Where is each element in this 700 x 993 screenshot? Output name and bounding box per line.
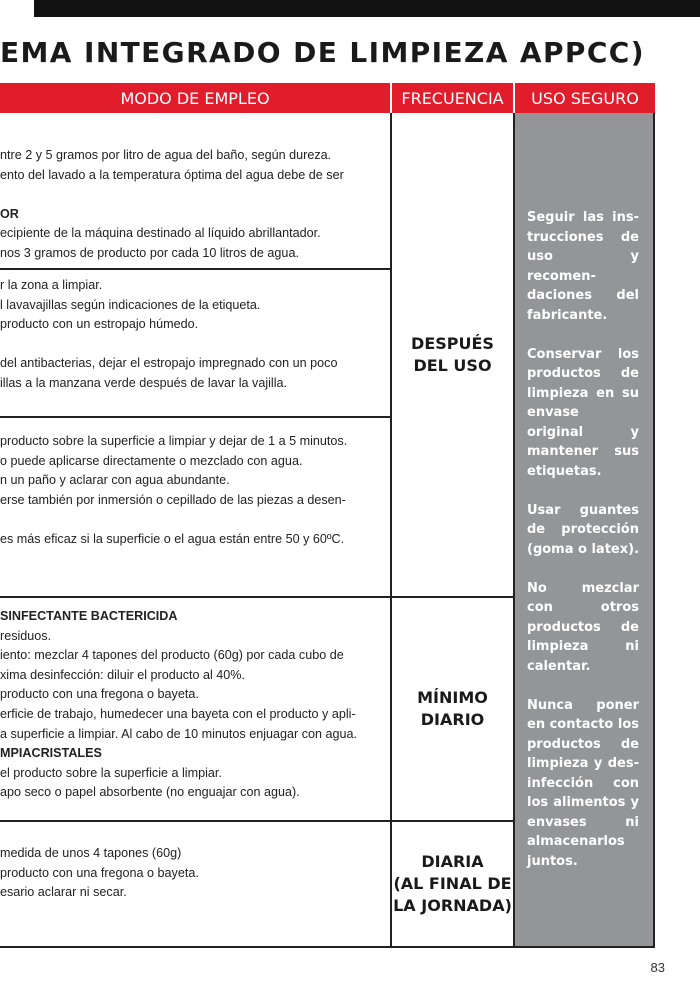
instruction-line — [0, 335, 390, 355]
instruction-line: erse también por inmersión o cepillado de las piezas a desen- — [0, 492, 346, 507]
instruction-line: illas a la manzana verde después de lavar la vajilla. — [0, 375, 288, 390]
instruction-line: producto con una fregona o bayeta. — [0, 687, 199, 702]
instruction-line — [0, 185, 390, 205]
frecuencia-cell — [392, 113, 515, 598]
header-separator — [390, 86, 391, 110]
instruction-line: esario aclarar ni secar. — [0, 885, 127, 900]
instruction-line: del antibacterias, dejar el estropajo impregnado con un poco — [0, 356, 338, 371]
instruction-line — [0, 510, 390, 530]
instruction-line: o puede aplicarse directamente o mezclado con agua. — [0, 453, 303, 468]
frecuencia-line: MÍNIMO — [417, 688, 488, 707]
uso-seguro-paragraph: No mezclar con otros productos de limpieza ni calentar. — [527, 580, 639, 674]
page-number: 83 — [650, 960, 665, 975]
cleaning-plan-table — [0, 83, 655, 948]
instruction-line: ecipiente de la máquina destinado al líquido abrillantador. — [0, 226, 321, 241]
header-separator — [513, 86, 514, 110]
instruction-line: l lavavajillas según indicaciones de la etiqueta. — [0, 297, 261, 312]
frecuencia-line: (AL FINAL DE — [393, 874, 512, 893]
instruction-line: producto sobre la superficie a limpiar y dejar de 1 a 5 minutos. — [0, 434, 348, 448]
header-frecuencia: FRECUENCIA — [392, 83, 513, 113]
instruction-line: apo seco o papel absorbente (no enguajar con agua). — [0, 785, 300, 800]
frecuencia-line: DESPUÉS — [411, 333, 494, 353]
modo-cell — [0, 598, 392, 822]
instruction-line: n un paño y aclarar con agua abundante. — [0, 473, 230, 488]
instruction-line: medida de unos 4 tapones (60g) — [0, 846, 182, 860]
instruction-line: r la zona a limpiar. — [0, 278, 103, 292]
page-title: EMA INTEGRADO DE LIMPIEZA APPCC) — [0, 36, 645, 69]
instruction-line: iento: mezclar 4 tapones del producto (60g) por cada cubo de — [0, 648, 344, 663]
modo-cell — [0, 822, 392, 948]
section-heading: MPIACRISTALES — [0, 746, 102, 761]
top-bar — [34, 0, 700, 17]
instruction-line: es más eficaz si la superficie o el agua están entre 50 y 60ºC. — [0, 531, 345, 546]
frecuencia-line: DEL USO — [413, 355, 492, 375]
frecuencia-cell — [392, 598, 515, 822]
uso-seguro-paragraph: Usar guantes de protección (goma o latex). — [527, 502, 640, 557]
uso-seguro-cell — [515, 113, 655, 948]
modo-cell — [0, 270, 392, 418]
uso-seguro-paragraph: Seguir las instrucciones de uso y recomendaciones del fabricante. — [527, 210, 639, 323]
modo-cell — [0, 113, 392, 270]
modo-cell — [0, 418, 392, 598]
frecuencia-line: DIARIA — [421, 852, 484, 871]
instruction-line: producto con un estropajo húmedo. — [0, 317, 199, 332]
instruction-line: erficie de trabajo, humedecer una bayeta con el producto y apli- — [0, 706, 356, 721]
instruction-line: residuos. — [0, 628, 52, 643]
instruction-line: el producto sobre la superficie a limpiar. — [0, 765, 222, 780]
uso-seguro-list — [527, 208, 639, 871]
uso-seguro-paragraph: Nunca poner en contacto los productos de limpieza y desinfección con los alimentos y envases ni almacenarlos juntos. — [527, 697, 639, 869]
section-heading: OR — [0, 206, 19, 221]
instruction-line: xima desinfección: diluir el producto al 40%. — [0, 667, 246, 682]
instruction-line: nos 3 gramos de producto por cada 10 litros de agua. — [0, 245, 299, 260]
section-heading: SINFECTANTE BACTERICIDA — [0, 609, 178, 623]
instruction-line: producto con una fregona o bayeta. — [0, 865, 199, 880]
instruction-line: ento del lavado a la temperatura óptima del agua debe de ser — [0, 167, 344, 182]
uso-seguro-paragraph: Conservar los productos de limpieza en su envase original y mantener sus etiquetas. — [527, 346, 639, 479]
header-uso-seguro: USO SEGURO — [515, 83, 655, 113]
instruction-line: ntre 2 y 5 gramos por litro de agua del baño, según dureza. — [0, 148, 332, 162]
frecuencia-line: LA JORNADA) — [393, 896, 512, 915]
header-modo-de-empleo: MODO DE EMPLEO — [0, 83, 390, 113]
instruction-line: a superficie a limpiar. Al cabo de 10 minutos enjuagar con agua. — [0, 726, 358, 741]
frecuencia-line: DIARIO — [420, 710, 485, 729]
frecuencia-cell — [392, 822, 515, 948]
